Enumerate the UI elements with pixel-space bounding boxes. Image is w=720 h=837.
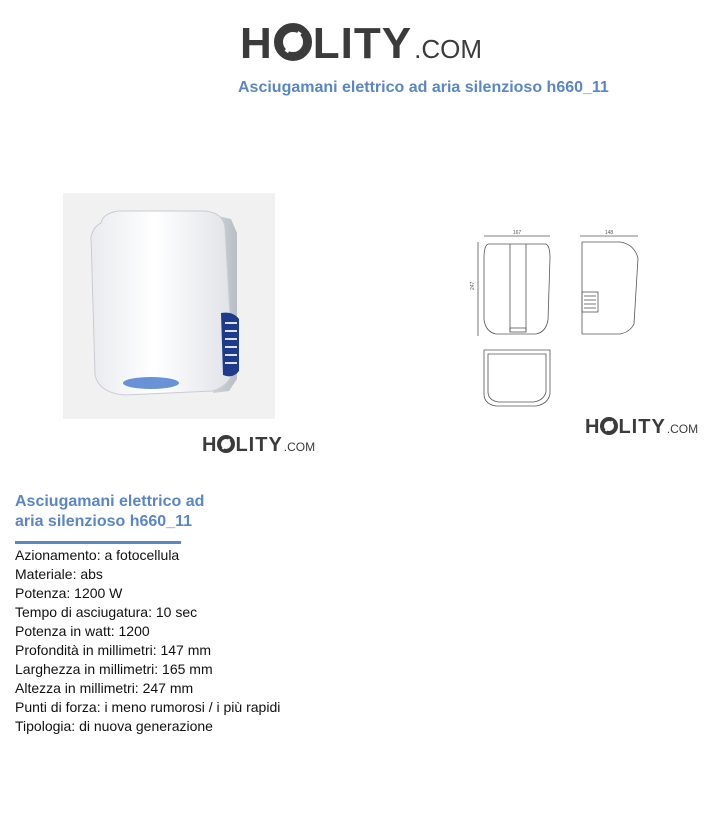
technical-drawing bbox=[470, 228, 650, 418]
spec-item: Tempo di asciugatura: 10 sec bbox=[15, 604, 198, 620]
logo-domain: .COM bbox=[414, 34, 482, 64]
logo-letters: LITY bbox=[618, 416, 666, 438]
spec-item: Materiale: abs bbox=[15, 566, 103, 582]
spec-item: Larghezza in millimetri: 165 mm bbox=[15, 661, 213, 677]
logo-domain: .COM bbox=[283, 440, 316, 454]
logo-o-icon bbox=[600, 417, 618, 435]
spec-list bbox=[15, 546, 280, 736]
logo-domain: .COM bbox=[666, 422, 699, 436]
drawing-height-label: 247 bbox=[470, 281, 476, 290]
product-photo bbox=[63, 193, 275, 419]
product-title: Asciugamani elettrico ad aria silenzioso h660_11 bbox=[15, 493, 205, 530]
holity-logo-drawing bbox=[585, 415, 698, 437]
logo-o-icon bbox=[217, 435, 235, 453]
spec-item: Tipologia: di nuova generazione bbox=[15, 718, 213, 734]
logo-letter-h: H bbox=[585, 416, 601, 438]
logo-o-icon bbox=[274, 23, 312, 61]
spec-item: Profondità in millimetri: 147 mm bbox=[15, 642, 212, 658]
drawing-depth-label: 148 bbox=[604, 230, 614, 236]
holity-logo-top[interactable] bbox=[240, 20, 482, 66]
spec-item: Potenza: 1200 W bbox=[15, 585, 123, 601]
holity-logo-photo bbox=[202, 433, 315, 455]
logo-letters: LITY bbox=[312, 19, 413, 68]
page-title: Asciugamani elettrico ad aria silenzioso h660_11 bbox=[238, 79, 609, 96]
spec-item: Azionamento: a fotocellula bbox=[15, 547, 180, 563]
spec-item: Punti di forza: i meno rumorosi / i più rapidi bbox=[15, 699, 281, 715]
drawing-width-label: 167 bbox=[512, 230, 522, 236]
logo-letter-h: H bbox=[202, 434, 218, 456]
logo-letter-h: H bbox=[240, 19, 273, 68]
title-divider bbox=[15, 541, 181, 544]
spec-item: Altezza in millimetri: 247 mm bbox=[15, 680, 194, 696]
technical-drawing-icon bbox=[470, 228, 650, 418]
spec-item: Potenza in watt: 1200 bbox=[15, 623, 150, 639]
hand-dryer-icon bbox=[63, 193, 275, 419]
logo-letters: LITY bbox=[235, 434, 283, 456]
